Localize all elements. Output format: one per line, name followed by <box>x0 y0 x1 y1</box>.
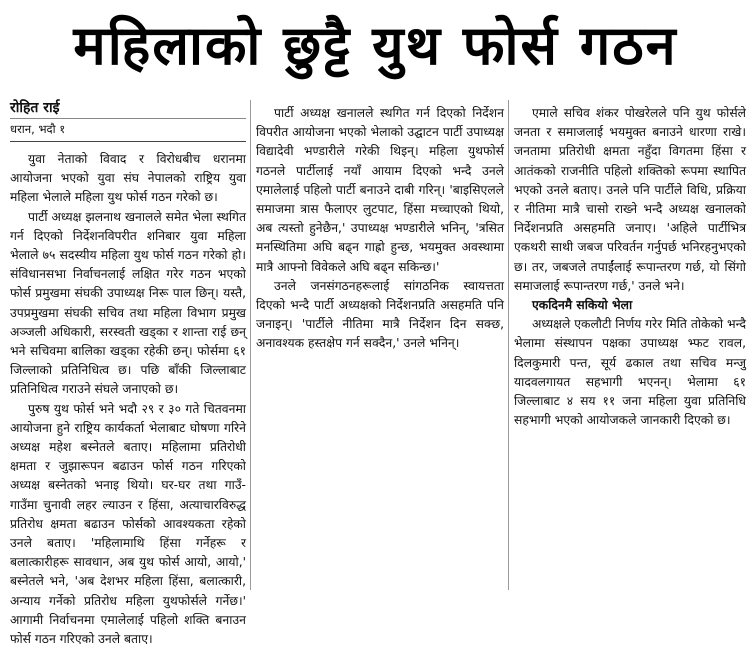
byline <box>10 98 246 142</box>
paragraph-3: पुरुष युथ फोर्स भने भदौ २९ र ३० गते चितवनमा आयोजना हुने राष्ट्रिय कार्यकर्ता भेलाबाट घोषणा गरिने अध्यक्ष महेश बस्नेतले बताए। महिलामा प्रतिरोधी क्षमता र जुझारूपन बढाउन फोर्स गठन गरिएको अध्यक्ष बस्नेतको भनाइ थियो। घर-घर तथा गाउँ-गाउँमा चुनावी लहर ल्याउन र हिंसा, अत्याचारविरुद्ध प्रतिरोध क्षमता बढाउन फोर्सको आवश्यकता रहेको उनले बताए। 'महिलामाथि हिंसा गर्नेहरू र बलात्कारीहरू सावधान, अब युथ फोर्स आयो, आयो,' बस्नेतले भने, 'अब देशभर महिला हिंसा, बलात्कारी, अन्याय गर्नेको प्रतिरोध महिला युथफोर्सले गर्नेछ।' आगामी निर्वाचनमा एमालेलाई पहिलो शक्ति बनाउन फोर्स गठन गरिएको उनले बताए। <box>10 401 246 647</box>
article-headline: महिलाको छुट्टै युथ फोर्स गठन <box>73 14 678 77</box>
paragraph-6: एमाले सचिव शंकर पोखरेलले पनि युथ फोर्सले जनता र समाजलाई भयमुक्त बनाउने धारणा राखे। जनतामा प्रतिरोधी क्षमता नहुँदा विगतमा हिंसा र आतंकको राजनीति पहिलो शक्तिको रूपमा स्थापित भएको उनले बताए। उनले पनि पार्टीले विधि, प्रक्रिया र नीतिमा मात्रै चासो राख्ने भन्दै अध्यक्ष खनालको निर्देशनप्रति असहमति जनाए। 'अहिले पार्टीभित्र एकथरी साथी जबज परिवर्तन गर्नुपर्छ भनिरहनुभएको छ। तर, जबजले तपाईंलाई रूपान्तरण गर्छ, यो सिंगो समाजलाई रूपान्तरण गर्छ,' उनले भने। <box>514 106 746 293</box>
column-divider <box>250 100 251 590</box>
paragraph-1: युवा नेताको विवाद र विरोधबीच धरानमा आयोजना भएको युवा संघ नेपालको राष्ट्रिय युवा महिला भेलाले महिला युथ फोर्स गठन गरेको छ। <box>10 152 246 205</box>
column-3 <box>514 104 746 592</box>
column-divider <box>508 100 509 590</box>
byline-author: रोहित राई <box>10 100 60 116</box>
paragraph-2: पार्टी अध्यक्ष झलनाथ खनालले समेत भेला स्थगित गर्न दिएको निर्देशनविपरीत शनिबार युवा महिला भेलाले ७५ सदस्यीय महिला युथ फोर्स गठन गरेको हो। संविधानसभा निर्वाचनलाई लक्षित गरेर गठन भएको फोर्स प्रमुखमा संघकी उपाध्यक्ष निरू पाल छिन्। यस्तै, उपप्रमुखमा संघकी सचिव तथा महिला विभाग प्रमुख अञ्जली अधिकारी, सरस्वती खड्का र शान्ता राई छन् भने सचिवमा बालिका खड्का रहेकी छन्। फोर्समा ६१ जिल्लाको प्रतिनिधित्व छ। पछि बाँकी जिल्लाबाट प्रतिनिधित्व गराउने संघले जनाएको छ। <box>10 209 246 397</box>
column-2 <box>256 104 504 592</box>
paragraph-4: पार्टी अध्यक्ष खनालले स्थगित गर्न दिएको निर्देशन विपरीत आयोजना भएको भेलाको उद्घाटन पार्टी उपाध्यक्ष विद्यादेवी भण्डारीले गरेकी थिइन्। महिला युथफोर्स गठनले पार्टीलाई नयाँ आयाम दिएको भन्दै उनले एमालेलाई पहिलो पार्टी बनाउने दाबी गरिन्। 'बाइसिएलले समाजमा त्रास फैलाएर लुटपाट, हिंसा मच्चाएको थियो, अब त्यस्तो हुनेछैन,' उपाध्यक्ष भण्डारीले भनिन्, 'त्रसित मनस्थितिमा अघि बढ्न गाह्रो हुन्छ, भयमुक्त अवस्थामा मात्रै आफ्नो विवेकले अघि बढ्न सकिन्छ।' <box>256 106 504 274</box>
paragraph-5: उनले जनसंगठनहरूलाई सांगठनिक स्वायत्तता दिएको भन्दै पार्टी अध्यक्षको निर्देशनप्रति असहमति पनि जनाइन्। 'पार्टीले नीतिमा मात्रै निर्देशन दिन सक्छ, अनावश्यक हस्तक्षेप गर्न सक्दैन,' उनले भनिन्। <box>256 278 504 351</box>
paragraph-7: अध्यक्षले एकलौटी निर्णय गरेर मिति तोकेको भन्दै भेलामा संस्थापन पक्षका उपाध्यक्ष भ्फट रावल, दिलकुमारी पन्त, सूर्य ढकाल तथा सचिव मन्जु यादवलगायत सहभागी भएनन्। भेलामा ६१ जिल्लाबाट ४ सय ११ जना महिला युवा प्रतिनिधि सहभागी भएको आयोजकले जानकारी दिएको छ। <box>514 317 746 428</box>
column-1 <box>10 98 246 647</box>
byline-place: धरान, भदौ १ <box>10 118 246 138</box>
section-subheading: एकदिनमै सकियो भेला <box>532 298 633 313</box>
